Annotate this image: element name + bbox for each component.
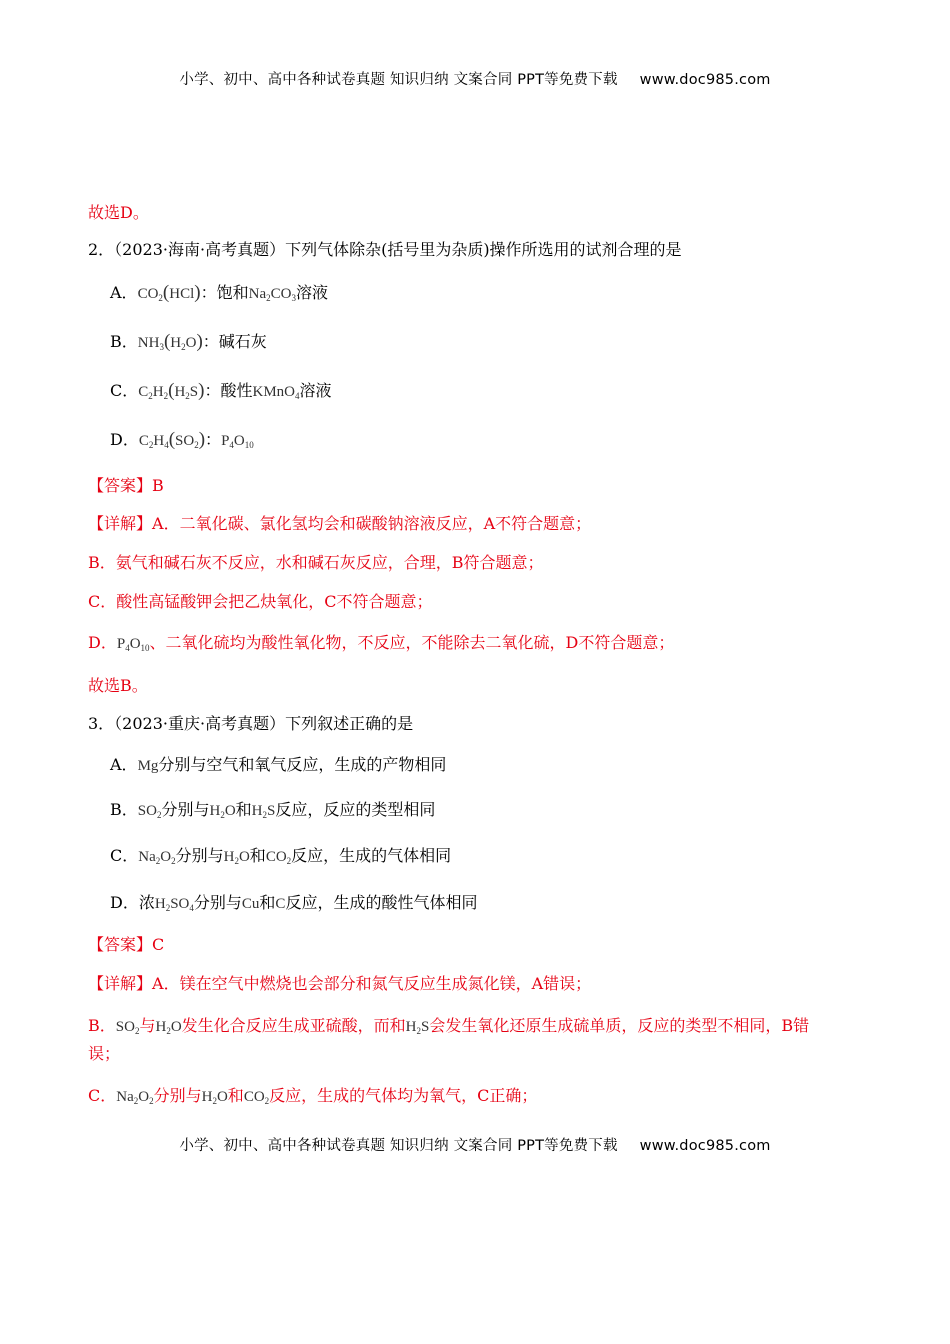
page-header bbox=[0, 68, 950, 89]
q3-answer: 【答案】C bbox=[88, 935, 165, 954]
q3-detail-b: B．$SO_2$与$H_2O$发生化合反应生成亚硫酸，而和$H_2S$会发生氧化还原生成硫单质，反应的类型不相同，B错 bbox=[88, 1016, 810, 1036]
q3-option-d: D．浓$H_2SO_4$分别与Cu和C反应，生成的酸性气体相同 bbox=[110, 893, 478, 913]
q3-option-b: B．$SO_2$分别与$H_2O$和$H_2S$反应，反应的类型相同 bbox=[110, 800, 436, 820]
q3-detail-b-cont: 误； bbox=[88, 1044, 121, 1063]
q2-option-b: B．$NH_3(H_2O)$：碱石灰 bbox=[110, 331, 267, 352]
q2-answer: 【答案】B bbox=[88, 476, 164, 495]
q3-stem: 3．（2023·重庆·高考真题）下列叙述正确的是 bbox=[88, 714, 414, 733]
footer-url[interactable]: www.doc985.com bbox=[639, 1138, 771, 1154]
header-url[interactable]: www.doc985.com bbox=[639, 72, 771, 88]
q2-option-d: D．$C_2H_4(SO_2)$：$P_4O_{10}$ bbox=[110, 429, 254, 450]
prev-conclusion: 故选D。 bbox=[88, 203, 149, 222]
q2-stem: 2．（2023·海南·高考真题）下列气体除杂(括号里为杂质)操作所选用的试剂合理的是 bbox=[88, 240, 682, 259]
q2-detail-d: D．$P_4O_{10}$、二氧化硫均为酸性氧化物，不反应，不能除去二氧化硫，D不符合题意； bbox=[88, 633, 675, 653]
footer-text: 小学、初中、高中各种试卷真题 知识归纳 文案合同 PPT等免费下载 bbox=[179, 1138, 618, 1154]
q2-detail-b: B．氨气和碱石灰不反应，水和碱石灰反应，合理，B符合题意； bbox=[88, 553, 544, 572]
q3-option-a: A．Mg分别与空气和氧气反应，生成的产物相同 bbox=[110, 755, 447, 774]
q3-option-c: C．$Na_2O_2$分别与$H_2O$和$CO_2$反应，生成的气体相同 bbox=[110, 846, 452, 866]
q2-conclusion: 故选B。 bbox=[88, 676, 148, 695]
q3-detail-a: 【详解】A．镁在空气中燃烧也会部分和氮气反应生成氮化镁，A错误； bbox=[88, 974, 592, 993]
q2-detail-c: C．酸性高锰酸钾会把乙炔氧化，C不符合题意； bbox=[88, 592, 433, 611]
page-footer bbox=[0, 1134, 950, 1155]
header-text: 小学、初中、高中各种试卷真题 知识归纳 文案合同 PPT等免费下载 bbox=[179, 72, 618, 88]
q2-option-a: A．$CO_2(HCl)$：饱和$Na_2CO_3$溶液 bbox=[110, 282, 328, 303]
q3-detail-c: C．$Na_2O_2$分别与$H_2O$和$CO_2$反应，生成的气体均为氧气，C正确； bbox=[88, 1086, 538, 1106]
q2-detail-a: 【详解】A．二氧化碳、氯化氢均会和碳酸钠溶液反应，A不符合题意； bbox=[88, 514, 592, 533]
q2-option-c: C．$C_2H_2(H_2S)$：酸性KMnO$_4$溶液 bbox=[110, 380, 332, 401]
